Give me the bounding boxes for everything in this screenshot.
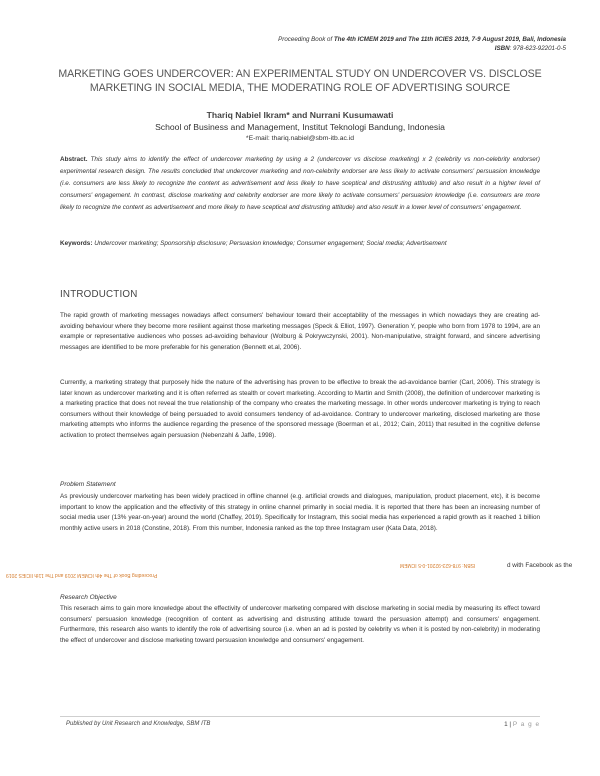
header-conference: The 4th ICMEM 2019 and The 11th IICIES 2019, 7-9 August 2019, Bali, Indonesia xyxy=(333,36,566,43)
abstract-text: This study aims to identify the effect of undercover marketing by using a 2 (undercover vs disclose marketing) x 2 (celebrity vs non-celebrity endorser) experimental research design. The results concluded that undercover marketing and non-celebrity endorser are less likely to activate consumers' persuasion knowledge (i.e. consumers are less likely to recognize the content as advertisement and less likely to have sceptical and distrusting attitude) and also result in a higher level of consumers' engagement. In contrast, disclose marketing and celebrity endorser are more likely to activate consumers' persuasion knowledge (i.e. consumers are more likely to recognize the content as advertisement and more likely to have sceptical and distrusting attitude) and also result in a lower level of consumers' engagement. xyxy=(60,156,540,211)
upside-down-isbn-artifact xyxy=(400,562,475,568)
proceeding-header xyxy=(278,36,566,53)
page-number-value: 1 xyxy=(504,721,508,728)
page-number xyxy=(504,721,540,728)
problem-statement-text: As previously undercover marketing has been widely practiced in offline channel (e.g. artificial crowds and dialogues, manipulation, product placement, etc), it is become important to know the application and the effectivity of this strategy in online channel primarily in social media. It is reported that there has been an increasing number of social media user (13% year-on-year) around the world (Chaffey, 2019). Specifically for Instagram, this social media has experienced a rapid growth as it reached 1 billion monthly active users in 2018 (Constine, 2018). From this number, Indonesia ranked as the top three Instagram user (Kata Data, 2018). xyxy=(60,493,540,532)
header-prefix: Proceeding Book of xyxy=(278,36,334,43)
paper-title xyxy=(40,67,560,95)
overlapped-text-tail: d with Facebook as the xyxy=(507,562,573,569)
research-objective-heading: Research Objective xyxy=(60,594,117,601)
author-affiliation: School of Business and Management, Institut Teknologi Bandung, Indonesia xyxy=(155,122,445,132)
artifact-isbn: ISBN: 978-623-92201-0-5 xyxy=(418,562,476,568)
page-separator: | xyxy=(507,721,513,728)
author-email[interactable]: *E-mail: thariq.nabiel@sbm-itb.ac.id xyxy=(245,135,355,142)
footer-divider xyxy=(60,716,540,717)
artifact-logo-text: ICMEM xyxy=(400,562,417,568)
introduction-heading: INTRODUCTION xyxy=(60,289,138,300)
footer-publisher: Published by Unit Research and Knowledge, SBM ITB xyxy=(66,721,211,727)
abstract xyxy=(60,154,540,214)
keywords xyxy=(60,239,540,250)
upside-down-header-artifact: Proceeding Book of The 4th ICMEM 2019 and The 11th IICIES 2019 xyxy=(6,572,158,578)
research-objective-text: This reserach aims to gain more knowledge about the effectivity of undercover marketing compared with disclose marketing in social media by measuring its effect toward consumers' persuasion knowledge (recognition of content as advertising and distrusting attitude toward the persuasion attempt) and consumers' engagement. Furthermore, this research also wants to identify the role of advertising source (i.e. when an ad is posted by celebrity vs when it is posted by non-celebrity) in moderating the effect of undercover and disclose marketing toward persuasion knowledge and consumers' engagement. xyxy=(60,605,540,644)
problem-statement-heading: Problem Statement xyxy=(60,481,116,488)
isbn-label: ISBN xyxy=(494,44,510,52)
keywords-label: Keywords: xyxy=(60,240,93,247)
author-block xyxy=(40,109,560,145)
author-names: Thariq Nabiel Ikram* and Nurrani Kusumawati xyxy=(206,110,394,120)
abstract-label: Abstract. xyxy=(60,156,88,163)
title-line-2: MARKETING IN SOCIAL MEDIA, THE MODERATING ROLE OF ADVERTISING SOURCE xyxy=(89,82,511,94)
page-word: P a g e xyxy=(512,721,540,728)
title-line-1: MARKETING GOES UNDERCOVER: AN EXPERIMENTAL STUDY ON UNDERCOVER VS. DISCLOSE xyxy=(58,68,542,80)
intro-paragraph-1: The rapid growth of marketing messages nowadays affect consumers' behaviour toward their acceptability of the messages in which nowadays they are creating ad-avoiding behaviour where they become more resilient against those marketing messages (Speck & Elliot, 1997). Generation Y, people who born from 1978 to 1994, are an example or representative audiences who posses ad-avoiding behaviour (Wolburg & Pokrywczynski, 2001). Non-manipulative, straight forward, and sincere advertising messages are identified to be more preferable for his generation (Bennett et.al, 2006). xyxy=(60,312,540,351)
isbn-value: : 978-623-92201-0-5 xyxy=(509,44,566,52)
intro-paragraph-2: Currently, a marketing strategy that purposely hide the nature of the advertising has proven to be effective to break the ad-avoidance barrier (Carl, 2006). This strategy is later known as undercover marketing and it is often referred as stealth or covert marketing. According to Martin and Smith (2008), the definition of undercover marketing is a marketing practice that does not reveal the true relationship of the company who creates the marketing message. In other words undercover marketing is trying to reach consumers without their knowledge of being persuaded to avoid consumers tendency of ad-avoidance. Contrary to undercover marketing, disclosed marketing are those marketing attempts who informs the audience regarding the presence of the sponsored message (Boerman et al., 2012; Cain, 2011) that resulted in the cognitive defense activation to protect themselves again persuasion (Nebenzahl & Jaffe, 1998). xyxy=(60,379,540,439)
keywords-text: Undercover marketing; Sponsorship disclosure; Persuasion knowledge; Consumer engagement; Social media; Advertisement xyxy=(92,240,447,247)
